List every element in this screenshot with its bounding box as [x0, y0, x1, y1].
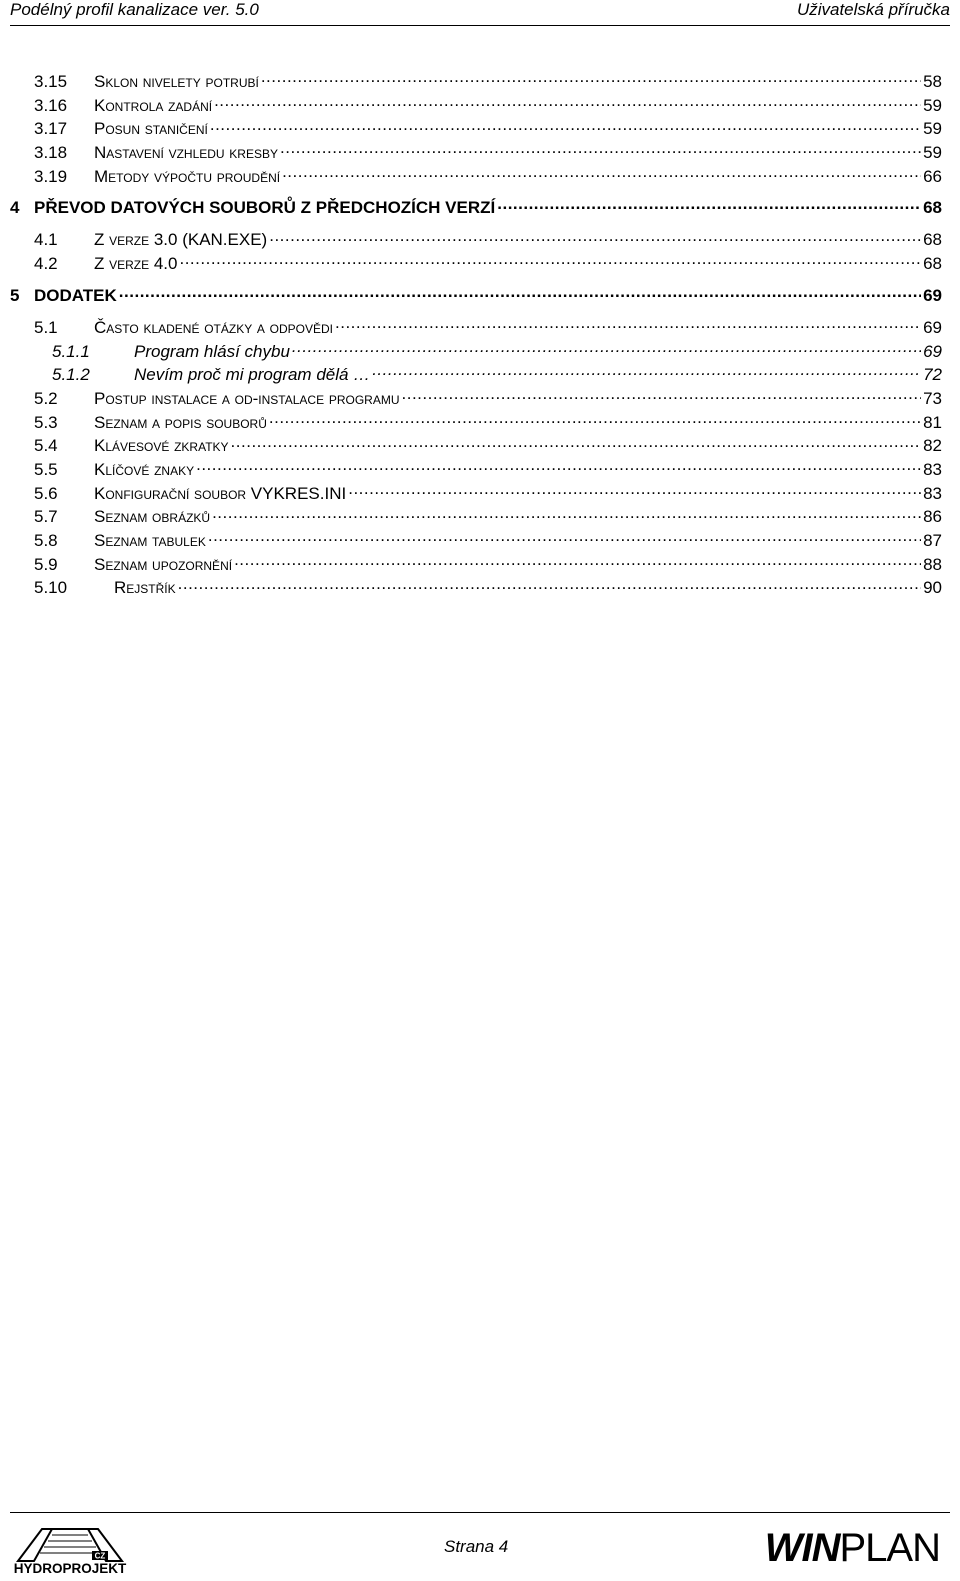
toc-entry[interactable] [10, 529, 942, 553]
toc-leader-dots [402, 387, 922, 404]
toc-entry[interactable] [10, 458, 942, 482]
toc-leader-dots [210, 117, 921, 134]
toc-entry-title: Seznam a popis souborů [94, 412, 267, 432]
toc-leader-dots [372, 363, 921, 380]
toc-entry-number: 4.2 [34, 254, 58, 274]
toc-entry[interactable] [10, 141, 942, 165]
toc-entry[interactable] [10, 70, 942, 94]
toc-entry-page: 90 [923, 578, 942, 598]
toc-entry-number: 4 [10, 198, 20, 218]
toc-entry-number: 5.7 [34, 507, 58, 527]
toc-entry-number: 5.10 [34, 578, 68, 598]
toc-leader-dots [234, 553, 921, 570]
toc-entry-title: Metody výpočtu proudění [94, 166, 281, 186]
toc-leader-dots [269, 228, 921, 245]
toc-entry-title: Kontrola zadání [94, 95, 213, 115]
toc-entry-number: 5.2 [34, 388, 58, 408]
footer-divider [10, 1512, 950, 1513]
toc-entry-number: 3.19 [34, 166, 68, 186]
toc-entry[interactable] [10, 411, 942, 435]
toc-entry-title: Seznam upozornění [94, 554, 233, 574]
toc-entry-title: PŘEVOD DATOVÝCH SOUBORŮ Z PŘEDCHOZÍCH VERZÍ [34, 198, 496, 218]
toc-entry-title: Rejstřík [114, 578, 176, 598]
toc-entry-number: 3.17 [34, 119, 68, 139]
toc-entry-page: 83 [923, 459, 942, 479]
toc-entry-page: 83 [923, 483, 942, 503]
toc-entry-page: 59 [923, 119, 942, 139]
toc-entry-number: 3.18 [34, 143, 68, 163]
toc-entry-page: 59 [923, 143, 942, 163]
toc-leader-dots [261, 70, 921, 87]
toc-chapter-entry[interactable] [10, 284, 942, 307]
toc-entry-number: 5.9 [34, 554, 58, 574]
toc-entry-number: 5.4 [34, 436, 58, 456]
toc-leader-dots [212, 505, 921, 522]
toc-entry-number: 4.1 [34, 230, 58, 250]
toc-entry[interactable] [10, 482, 942, 506]
toc-leader-dots [280, 141, 921, 158]
toc-leader-dots [179, 252, 921, 269]
toc-entry[interactable] [10, 434, 942, 458]
table-of-contents [10, 70, 942, 600]
toc-entry-page: 87 [923, 531, 942, 550]
toc-entry-page: 58 [923, 72, 942, 91]
toc-entry-title: Klíčové znaky [94, 459, 195, 479]
toc-entry-title: Postup instalace a od-instalace programu [94, 388, 400, 408]
toc-entry[interactable] [10, 165, 942, 189]
toc-entry-number: 5.6 [34, 483, 58, 503]
toc-entry-title: Posun staničení [94, 119, 208, 139]
winplan-logo-win: WIN [764, 1526, 840, 1570]
footer-page-number: Strana 4 [444, 1537, 509, 1556]
toc-entry[interactable] [10, 316, 942, 340]
toc-entry-page: 81 [923, 412, 942, 432]
toc-entry-page: 73 [923, 388, 942, 408]
toc-entry-title: Z verze 3.0 (KAN.EXE) [94, 230, 268, 250]
toc-leader-dots [282, 165, 921, 182]
logo-company-name: HYDROPROJEKT [13, 1561, 127, 1576]
toc-entry[interactable] [10, 553, 942, 577]
hydroprojekt-logo [12, 1521, 128, 1577]
toc-entry-title: Často kladené otázky a odpovědi [94, 317, 334, 337]
toc-entry[interactable] [10, 228, 942, 252]
toc-entry-title: Nastavení vzhledu kresby [94, 143, 278, 163]
toc-entry[interactable] [10, 252, 942, 276]
toc-entry-number: 5.5 [34, 459, 58, 479]
winplan-logo-plan: PLAN [839, 1526, 940, 1570]
header-manual-title: Uživatelská příručka [796, 0, 950, 19]
toc-entry[interactable] [10, 94, 942, 118]
toc-entry-page: 69 [923, 285, 942, 305]
winplan-logo [765, 1526, 940, 1570]
toc-entry-page: 82 [923, 436, 942, 456]
toc-entry-title: DODATEK [34, 285, 117, 305]
toc-entry-page: 69 [923, 341, 942, 361]
toc-entry-number: 3.16 [34, 95, 68, 115]
toc-entry-title: Seznam tabulek [94, 531, 206, 550]
toc-entry-title: Seznam obrázků [94, 507, 211, 527]
toc-entry-number: 5.1.1 [52, 341, 90, 361]
toc-entry-number: 5.3 [34, 412, 58, 432]
toc-leader-dots [178, 576, 921, 593]
header-document-title: Podélný profil kanalizace ver. 5.0 [10, 0, 259, 19]
toc-leader-dots [292, 340, 921, 357]
toc-entry-number: 5 [10, 285, 20, 305]
toc-entry-title: Z verze 4.0 [94, 254, 178, 274]
toc-entry-title: Konfigurační soubor VYKRES.INI [94, 483, 347, 503]
toc-entry-page: 86 [923, 507, 942, 527]
toc-subsection-entry[interactable] [10, 340, 942, 364]
toc-entry-page: 88 [923, 554, 942, 574]
toc-entry-page: 69 [923, 317, 942, 337]
toc-entry-number: 3.15 [34, 72, 68, 91]
toc-entry-page: 72 [923, 365, 942, 385]
toc-leader-dots [497, 196, 921, 213]
toc-entry-page: 68 [923, 254, 942, 274]
toc-entry-title: Klávesové zkratky [94, 436, 229, 456]
toc-entry[interactable] [10, 387, 942, 411]
toc-entry-title: Nevím proč mi program dělá … [134, 365, 371, 385]
toc-entry[interactable] [10, 576, 942, 600]
toc-leader-dots [231, 434, 922, 451]
toc-leader-dots [119, 284, 921, 301]
toc-entry[interactable] [10, 117, 942, 141]
toc-entry-number: 5.1 [34, 317, 58, 337]
toc-leader-dots [196, 458, 921, 475]
toc-entry-page: 68 [923, 230, 942, 250]
toc-entry-page: 66 [923, 166, 942, 186]
page-header [10, 0, 950, 26]
toc-leader-dots [348, 482, 921, 499]
toc-entry-number: 5.8 [34, 531, 58, 550]
toc-subsection-entry[interactable] [10, 363, 942, 387]
toc-chapter-entry[interactable] [10, 196, 942, 219]
toc-entry[interactable] [10, 505, 942, 529]
toc-entry-page: 59 [923, 95, 942, 115]
toc-entry-page: 68 [923, 198, 942, 218]
toc-leader-dots [269, 411, 921, 428]
toc-leader-dots [335, 316, 921, 333]
toc-entry-title: Program hlásí chybu [134, 341, 290, 361]
toc-entry-title: Sklon nivelety potrubí [94, 72, 259, 91]
toc-leader-dots [214, 94, 921, 111]
toc-leader-dots [208, 529, 921, 546]
toc-entry-number: 5.1.2 [52, 365, 90, 385]
logo-badge-text: CZ [94, 1551, 106, 1561]
